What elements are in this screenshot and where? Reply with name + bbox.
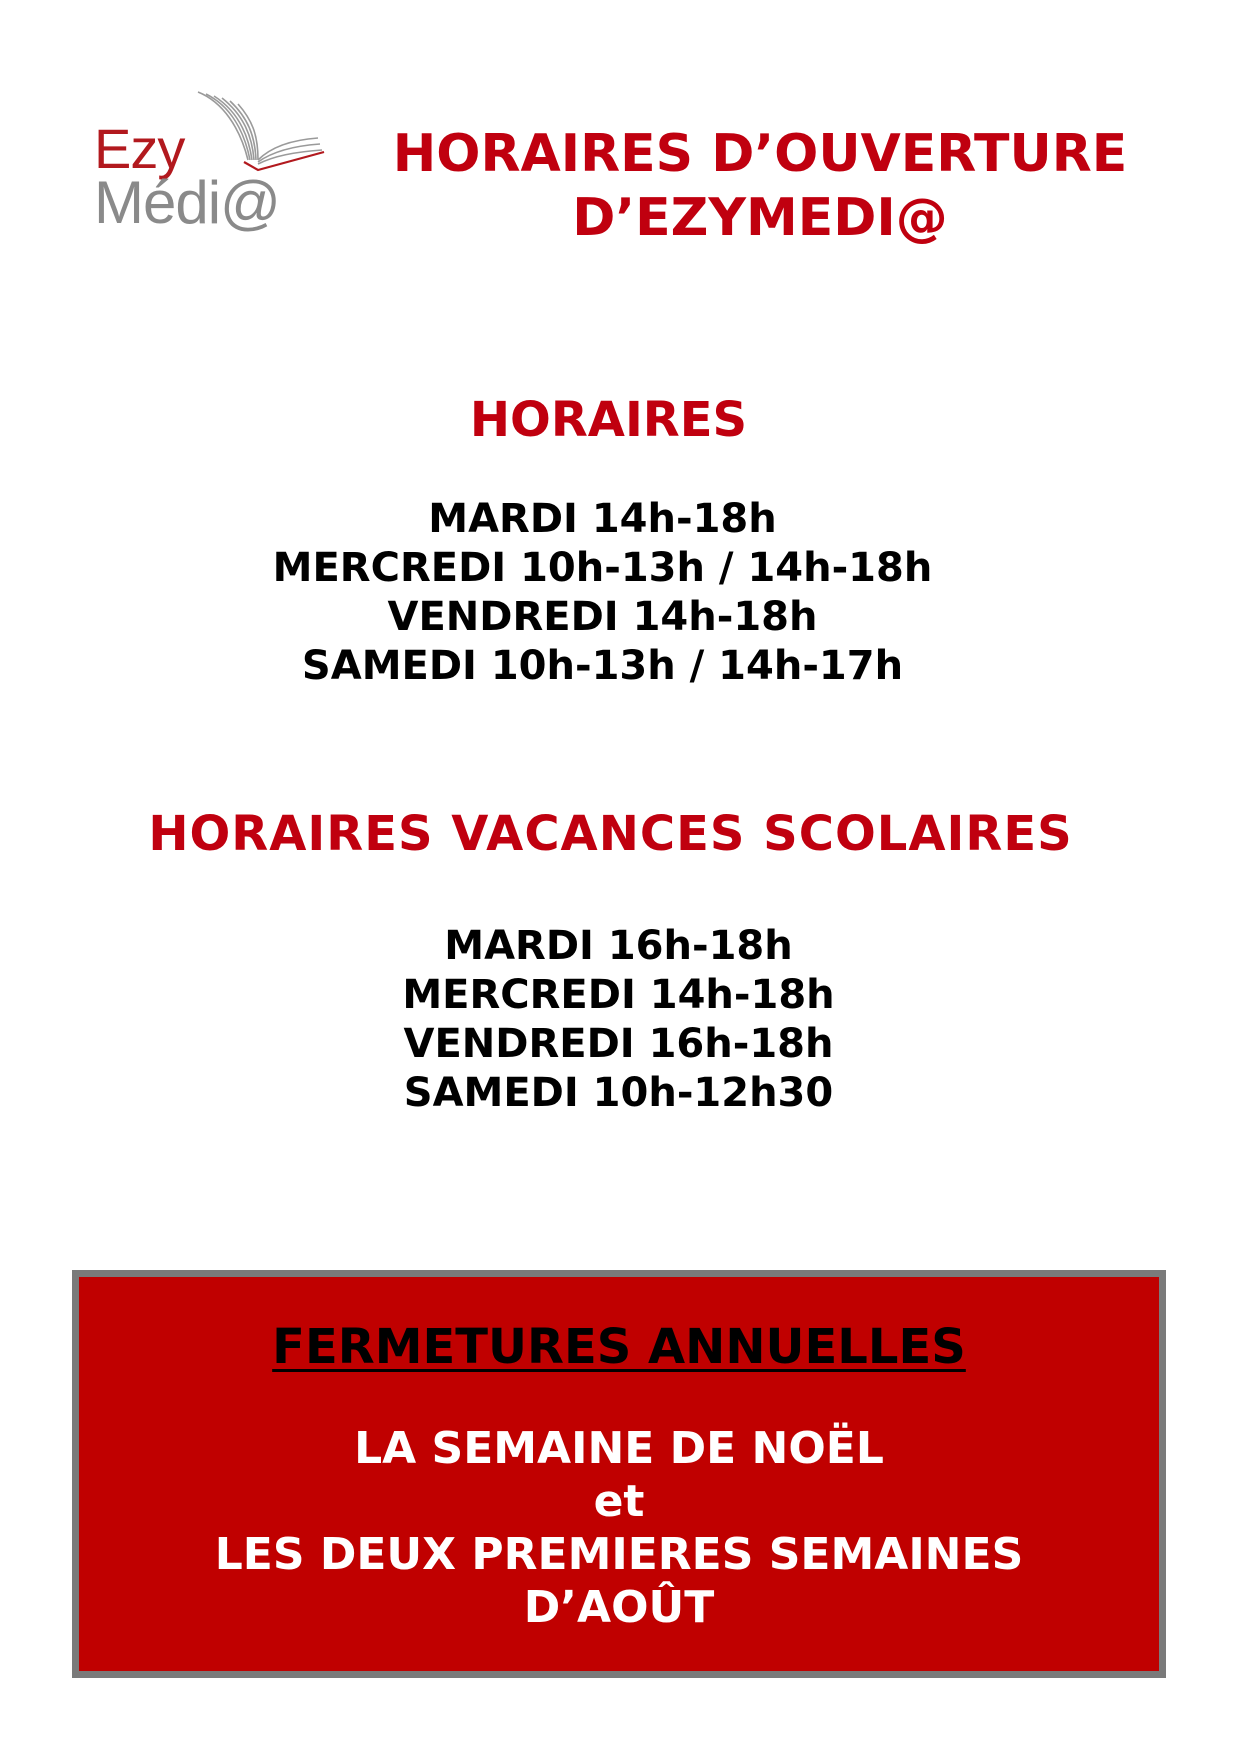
holiday-hours-line: MARDI 16h-18h bbox=[444, 923, 793, 969]
holiday-hours-line: SAMEDI 10h-12h30 bbox=[403, 1070, 834, 1116]
regular-hours-line: MERCREDI 10h-13h / 14h-18h bbox=[272, 545, 933, 591]
ezymedia-logo bbox=[86, 88, 316, 238]
page-title-line1: HORAIRES D’OUVERTURE bbox=[392, 124, 1128, 184]
holiday-hours-heading: HORAIRES VACANCES SCOLAIRES bbox=[148, 806, 1073, 862]
regular-hours-line: SAMEDI 10h-13h / 14h-17h bbox=[301, 643, 904, 689]
annual-closures-title: FERMETURES ANNUELLES bbox=[272, 1319, 966, 1375]
closure-line: LES DEUX PREMIERES SEMAINES bbox=[214, 1529, 1024, 1580]
open-book-icon bbox=[178, 88, 328, 178]
page-title-line2: D’EZYMEDI@ bbox=[572, 188, 948, 248]
logo-text-ezy: Ezy bbox=[94, 117, 185, 180]
closure-line: D’AOÛT bbox=[523, 1582, 715, 1633]
holiday-hours-line: MERCREDI 14h-18h bbox=[402, 972, 835, 1018]
regular-hours-list bbox=[0, 495, 1223, 691]
holiday-hours-list bbox=[0, 922, 1239, 1118]
page-title bbox=[380, 122, 1140, 250]
regular-hours-line: VENDREDI 14h-18h bbox=[387, 594, 818, 640]
closure-line: et bbox=[593, 1476, 645, 1527]
regular-hours-line: MARDI 14h-18h bbox=[428, 496, 777, 542]
annual-closures-list bbox=[79, 1422, 1159, 1634]
annual-closures-box bbox=[72, 1270, 1166, 1678]
logo-text-media: Médi@ bbox=[94, 169, 280, 236]
closure-line: LA SEMAINE DE NOËL bbox=[354, 1423, 884, 1474]
regular-hours-heading: HORAIRES bbox=[469, 392, 748, 448]
holiday-hours-line: VENDREDI 16h-18h bbox=[403, 1021, 834, 1067]
